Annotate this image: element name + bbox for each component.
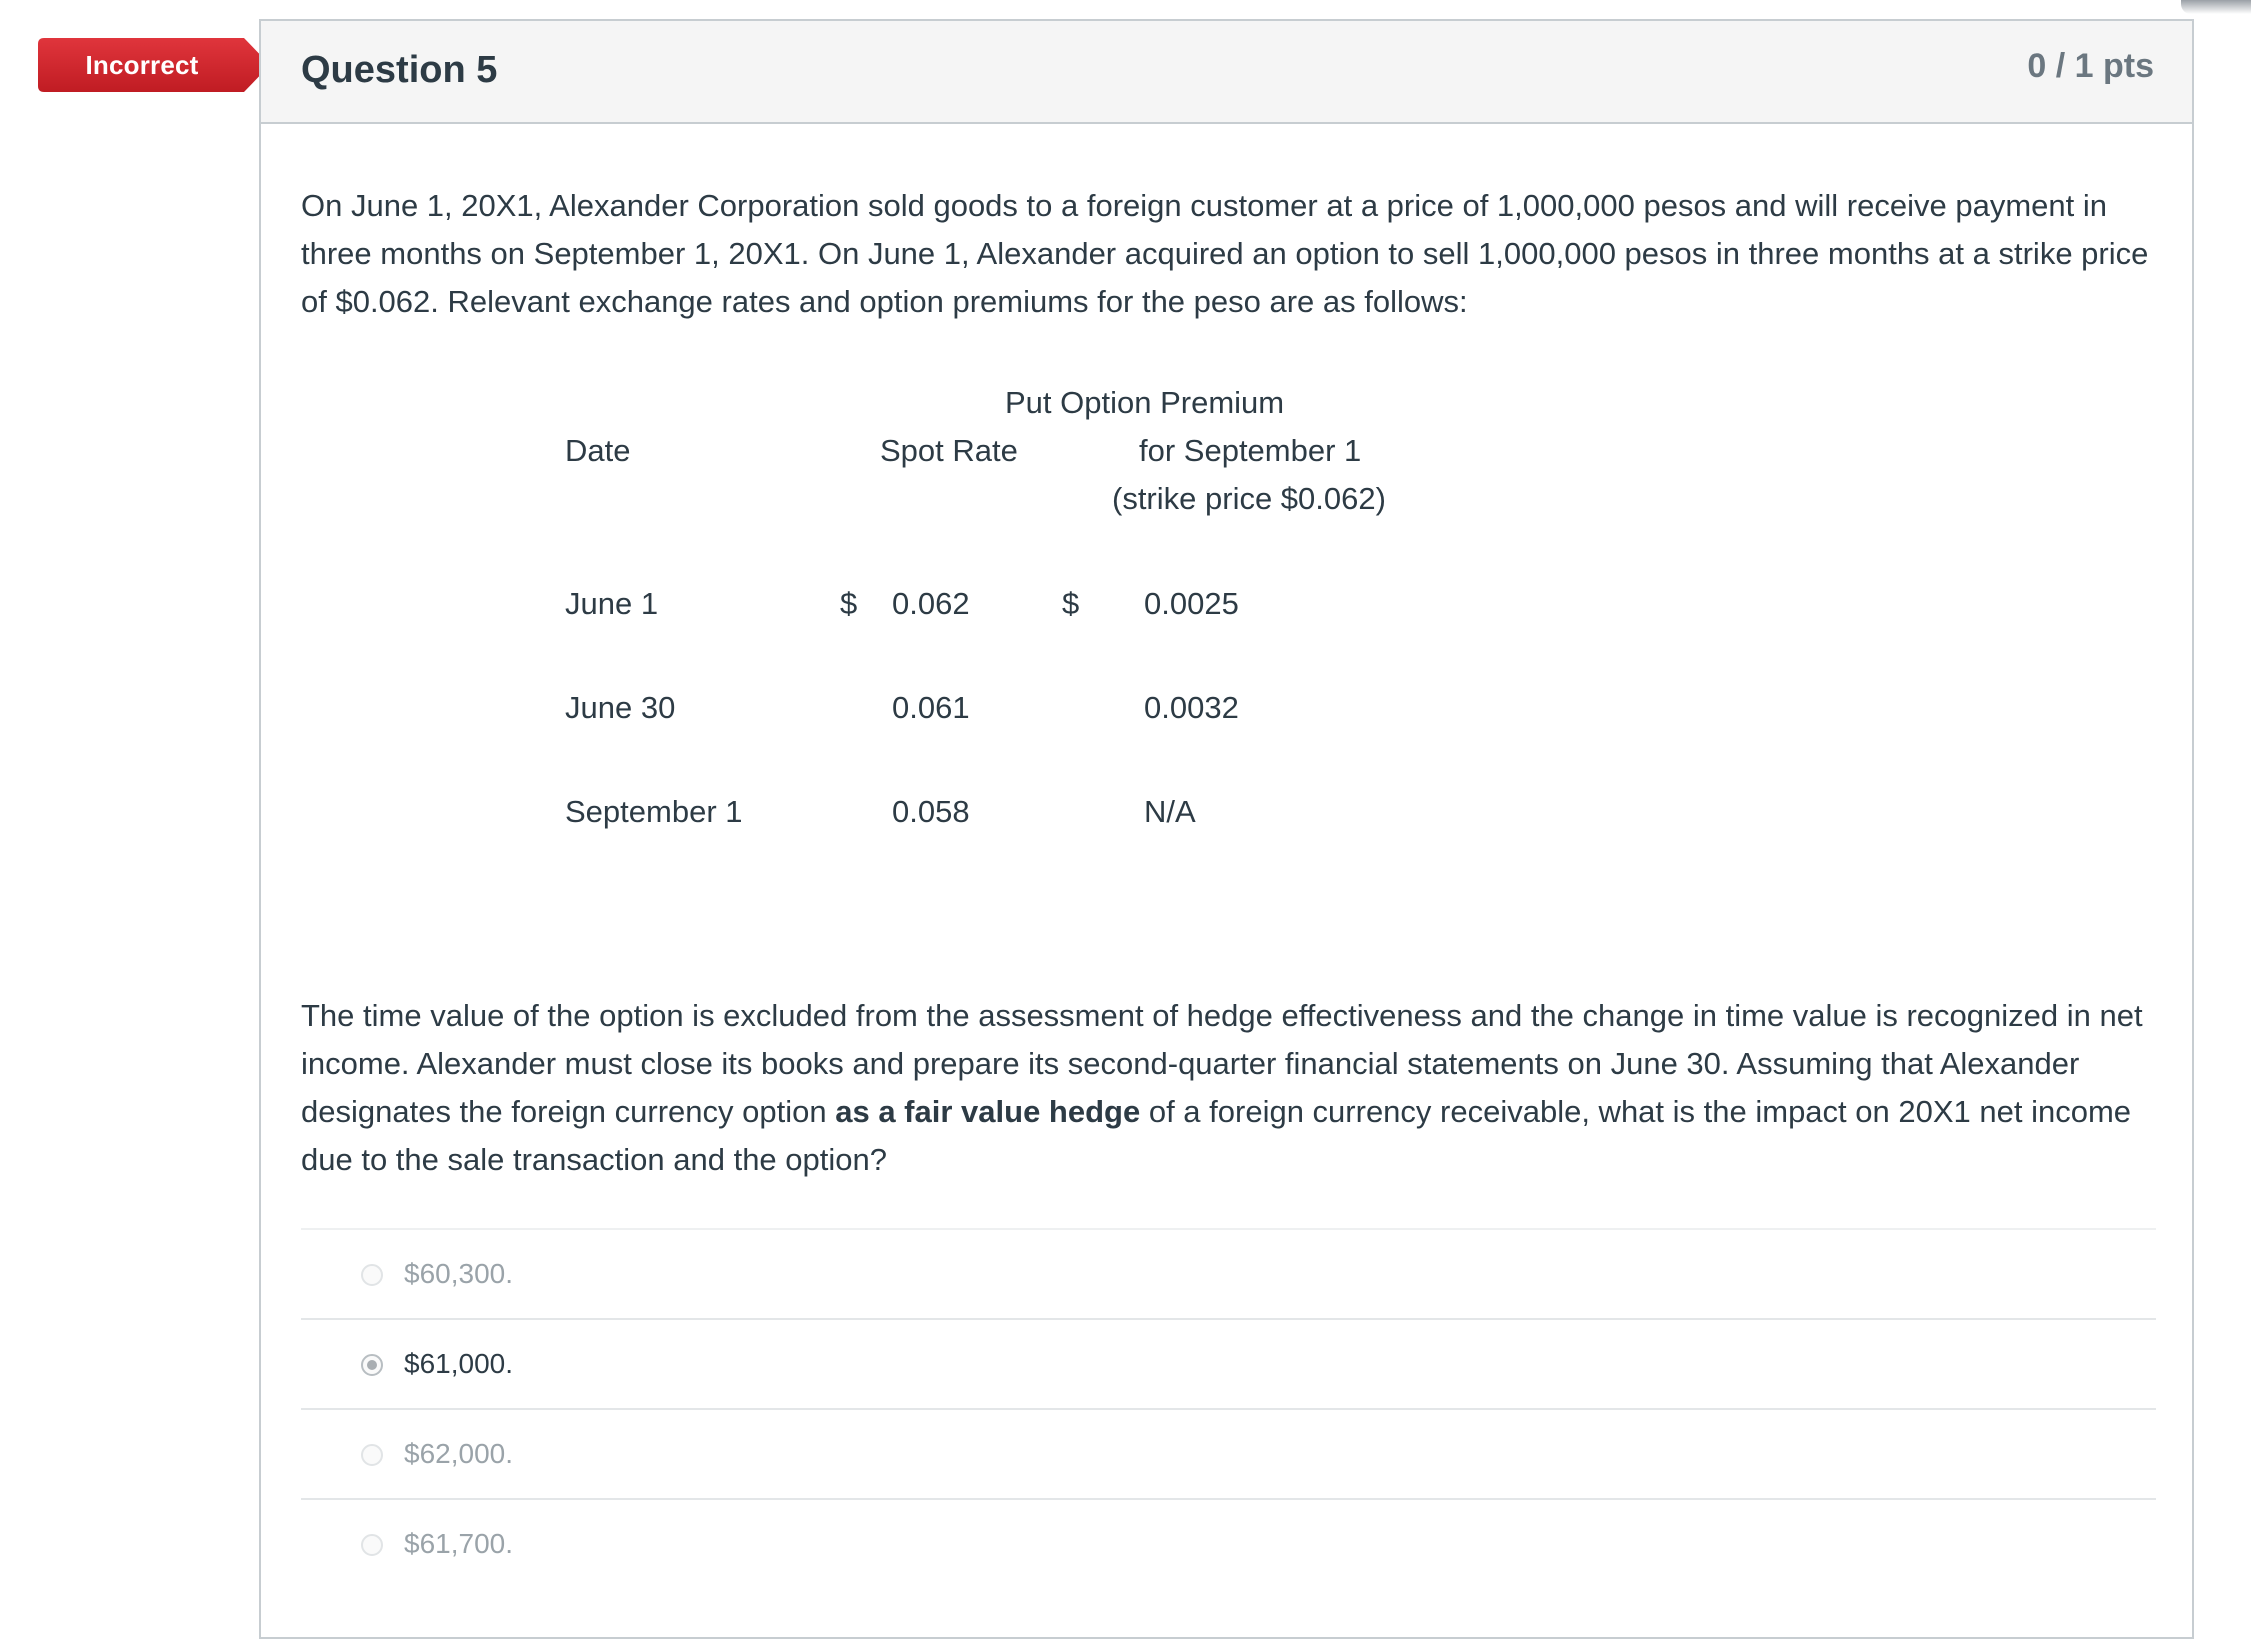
answer-option-3[interactable] (301, 1410, 2156, 1500)
status-badge (38, 38, 270, 92)
row-1-premium-currency: $ (1062, 586, 1080, 621)
row-1-date: June 1 (565, 586, 659, 621)
answer-radio-4[interactable] (361, 1534, 383, 1556)
paragraph-2-part-2: of a foreign currency receivable, what is the impact on 20X1 net income due to the sale transaction and the option? (301, 1094, 2132, 1177)
question-header (261, 21, 2192, 124)
row-2-spot-rate: 0.061 (892, 690, 970, 725)
row-1-premium: 0.0025 (1144, 586, 1239, 621)
question-points: 0 / 1 pts (2027, 47, 2154, 85)
row-3-premium: N/A (1144, 794, 1196, 829)
window-corner-shadow (2181, 0, 2251, 14)
answer-list (301, 1228, 2156, 1588)
status-badge-label: Incorrect (85, 50, 199, 80)
header-premium-line2: for September 1 (1139, 433, 1362, 468)
answer-option-1[interactable] (301, 1230, 2156, 1320)
row-1-spot-rate: 0.062 (892, 586, 970, 621)
row-3-date: September 1 (565, 794, 743, 829)
answer-option-4[interactable] (301, 1500, 2156, 1588)
question-paragraph-2-text (301, 992, 2181, 1184)
answer-option-2[interactable] (301, 1320, 2156, 1410)
row-3-spot-rate: 0.058 (892, 794, 970, 829)
header-premium-line3: (strike price $0.062) (1112, 481, 1386, 516)
question-paragraph-1 (301, 182, 2181, 326)
answer-radio-3[interactable] (361, 1444, 383, 1466)
question-paragraph-1-text: On June 1, 20X1, Alexander Corporation sold goods to a foreign customer at a price of 1,000,000 pesos and will receive payment in three months on September 1, 20X1. On June 1, Alexander acquired an option to sell 1,000,000 pesos in three months at a strike price of $0.062. Relevant exchange rates and option premiums for the peso are as follows: (301, 188, 2149, 319)
header-premium-line1: Put Option Premium (1005, 385, 1285, 420)
answer-label-3: $62,000. (404, 1438, 513, 1469)
row-2-premium: 0.0032 (1144, 690, 1239, 725)
answer-radio-2[interactable] (361, 1354, 383, 1376)
answer-label-1: $60,300. (404, 1258, 513, 1289)
question-title: Question 5 (301, 49, 498, 91)
paragraph-2-part-1: The time value of the option is excluded from the assessment of hedge effectiveness and the change in time value is recognized in net income. Alexander must close its books and prepare its second-quarter financial statements on June 30. Assuming that Alexander designates the foreign currency option (301, 998, 2143, 1129)
answer-label-2: $61,000. (404, 1348, 513, 1379)
answer-radio-1[interactable] (361, 1264, 383, 1286)
question-paragraph-2 (301, 992, 2181, 1184)
answer-label-4: $61,700. (404, 1528, 513, 1559)
header-date: Date (565, 433, 631, 468)
paragraph-2-emphasis: as a fair value hedge (835, 1094, 1141, 1129)
row-2-date: June 30 (565, 690, 676, 725)
row-1-spot-currency: $ (840, 586, 858, 621)
question-card (259, 19, 2194, 1639)
header-spot-rate: Spot Rate (880, 433, 1018, 468)
